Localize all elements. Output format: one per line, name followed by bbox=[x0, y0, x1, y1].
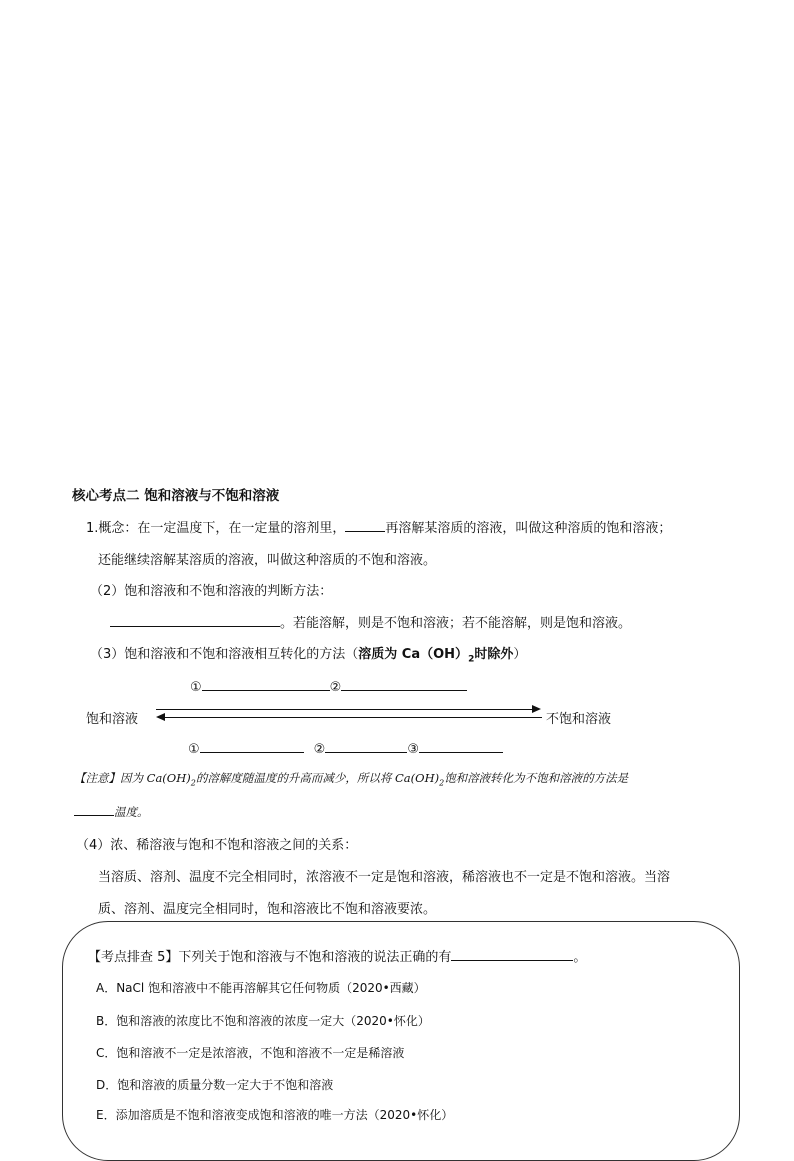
concept-line-2: 还能继续溶解某溶质的溶液，叫做这种溶质的不饱和溶液。 bbox=[98, 553, 437, 568]
option-e[interactable]: E．添加溶质是不饱和溶液变成饱和溶液的唯一方法（2020•怀化） bbox=[96, 1108, 454, 1122]
convert-heading-bold-tail: 时除外 bbox=[474, 647, 514, 662]
notice-prefix: 【注意】因为 Ca(OH) bbox=[74, 771, 191, 785]
notice-sub-2: 2 bbox=[439, 778, 445, 788]
convert-bottom-1: ① bbox=[188, 742, 200, 757]
option-d[interactable]: D．饱和溶液的质量分数一定大于不饱和溶液 bbox=[96, 1078, 334, 1092]
judge-line bbox=[110, 612, 631, 631]
forward-arrow-line bbox=[156, 709, 534, 710]
option-a[interactable]: A．NaCl 饱和溶液中不能再溶解其它任何物质（2020•西藏） bbox=[96, 981, 426, 995]
convert-top-1: ① bbox=[190, 680, 202, 695]
notice-line-1 bbox=[74, 770, 628, 787]
judge-blank[interactable] bbox=[110, 613, 280, 627]
convert-top-2: ② bbox=[329, 680, 342, 695]
forward-arrow-head bbox=[532, 705, 541, 713]
backward-arrow-head bbox=[156, 713, 165, 721]
concept-blank[interactable] bbox=[345, 518, 385, 532]
question-stem bbox=[88, 946, 586, 965]
option-c[interactable]: C．饱和溶液不一定是浓溶液，不饱和溶液不一定是稀溶液 bbox=[96, 1046, 405, 1060]
question-stem-end: 。 bbox=[573, 950, 587, 965]
convert-bottom-blank-2[interactable] bbox=[325, 739, 407, 753]
convert-top-blank-2[interactable] bbox=[341, 677, 467, 691]
convert-bottom-blank-1[interactable] bbox=[200, 739, 304, 753]
notice-blank[interactable] bbox=[74, 802, 114, 816]
judge-heading: （2）饱和溶液和不饱和溶液的判断方法： bbox=[90, 584, 333, 599]
convert-bottom-blanks bbox=[188, 739, 503, 757]
relation-line-1: 当溶质、溶剂、温度不完全相同时，浓溶液不一定是饱和溶液，稀溶液也不一定是不饱和溶液。当溶 bbox=[98, 870, 671, 885]
convert-heading-sub: 2 bbox=[468, 654, 475, 665]
question-stem-text: 【考点排查 5】下列关于饱和溶液与不饱和溶液的说法正确的有 bbox=[88, 950, 452, 965]
section-title: 核心考点二 饱和溶液与不饱和溶液 bbox=[72, 488, 280, 504]
notice-line-2 bbox=[74, 802, 149, 820]
notice-line2-text: 温度。 bbox=[114, 805, 149, 819]
concept-text-b: 再溶解某溶质的溶液，叫做这种溶质的饱和溶液； bbox=[385, 521, 672, 536]
convert-bottom-2: ② bbox=[313, 742, 326, 757]
question-answer-blank[interactable] bbox=[451, 947, 573, 961]
convert-bottom-3: ③ bbox=[407, 742, 419, 757]
backward-arrow-line bbox=[164, 717, 542, 718]
relation-line-2: 质、溶剂、温度完全相同时，饱和溶液比不饱和溶液要浓。 bbox=[98, 902, 437, 917]
convert-heading-text: （3）饱和溶液和不饱和溶液相互转化的方法（ bbox=[90, 647, 359, 662]
notice-middle: 的溶解度随温度的升高而减少，所以将 Ca(OH) bbox=[195, 771, 440, 785]
convert-bottom-blank-3[interactable] bbox=[419, 739, 503, 753]
convert-heading-bold: 溶质为 Ca（OH） bbox=[358, 647, 469, 662]
left-label: 饱和溶液 bbox=[86, 712, 139, 727]
notice-sub-1: 2 bbox=[190, 778, 196, 788]
convert-heading-close: ） bbox=[513, 647, 527, 662]
convert-heading bbox=[90, 643, 526, 665]
option-b[interactable]: B．饱和溶液的浓度比不饱和溶液的浓度一定大（2020•怀化） bbox=[96, 1014, 430, 1028]
relation-heading: （4）浓、稀溶液与饱和不饱和溶液之间的关系： bbox=[76, 838, 358, 853]
right-label: 不饱和溶液 bbox=[546, 712, 612, 727]
convert-top-blank-1[interactable] bbox=[202, 677, 330, 691]
convert-top-blanks bbox=[190, 677, 467, 695]
concept-line-1 bbox=[86, 517, 671, 536]
judge-tail: 。若能溶解，则是不饱和溶液；若不能溶解，则是饱和溶液。 bbox=[280, 616, 632, 631]
concept-text-a: 1.概念：在一定温度下，在一定量的溶剂里， bbox=[86, 521, 346, 536]
notice-tail: 饱和溶液转化为不饱和溶液的方法是 bbox=[444, 771, 629, 785]
